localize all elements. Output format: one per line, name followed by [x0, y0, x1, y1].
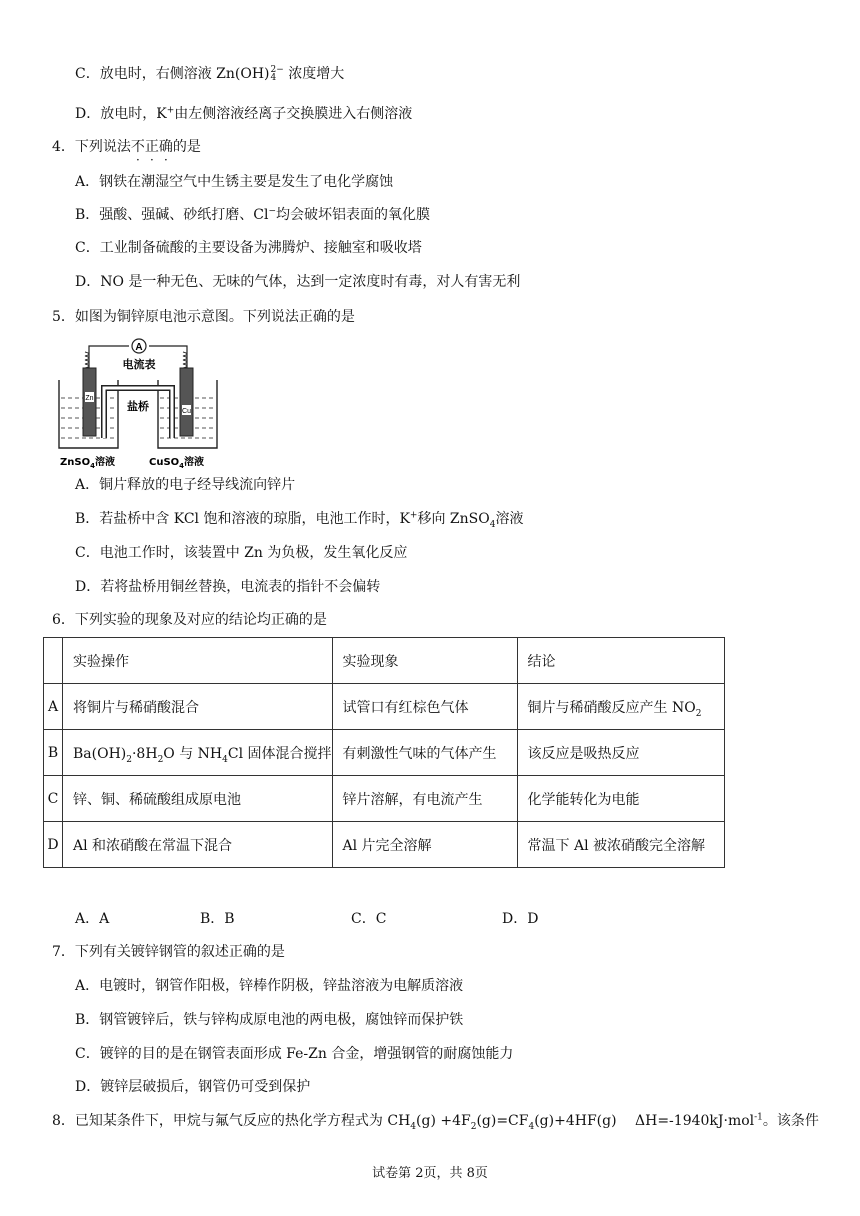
row-operation: 锌、铜、稀硫酸组成原电池	[63, 776, 333, 822]
q6-answer-c: C．C	[351, 911, 387, 927]
q5-option-a: A．铜片释放的电子经导线流向锌片	[75, 477, 296, 493]
zinc-electrode-label: Zn	[85, 395, 94, 402]
q5-option-b: B．若盐桥中含 KCl 饱和溶液的琼脂，电池工作时，K+移向 ZnSO$_4$溶液	[75, 510, 524, 530]
table-row	[44, 730, 725, 776]
row-phenomenon: 试管口有红棕色气体	[332, 684, 517, 730]
table-row	[44, 684, 725, 730]
salt-bridge	[104, 388, 172, 438]
table-corner-cell	[44, 638, 63, 684]
q7-option-b: B．钢管镀锌后，铁与锌构成原电池的两电极，腐蚀锌而保护铁	[75, 1012, 464, 1028]
row-operation: 将铜片与稀硝酸混合	[63, 684, 333, 730]
copper-electrode-label: Cu	[182, 408, 191, 415]
q4-option-c: C．工业制备硫酸的主要设备为沸腾炉、接触室和吸收塔	[75, 240, 422, 256]
galvanic-cell-diagram	[56, 338, 222, 470]
row-conclusion: 常温下 Al 被浓硝酸完全溶解	[517, 822, 724, 868]
row-operation: Al 和浓硝酸在常温下混合	[63, 822, 333, 868]
salt-bridge-label: 盐桥	[127, 400, 149, 413]
header-operation: 实验操作	[63, 638, 333, 684]
table-row	[44, 822, 725, 868]
q5-option-c: C．电池工作时，该装置中 Zn 为负极，发生氧化反应	[75, 545, 408, 561]
q7-option-c: C．镀锌的目的是在钢管表面形成 Fe-Zn 合金，增强钢管的耐腐蚀能力	[75, 1046, 514, 1062]
row-phenomenon: 锌片溶解，有电流产生	[332, 776, 517, 822]
q4-option-b: B．强酸、强碱、砂纸打磨、Cl−均会破坏铝表面的氧化膜	[75, 206, 431, 223]
q7-option-a: A．电镀时，钢管作阳极，锌棒作阴极，锌盐溶液为电解质溶液	[75, 978, 464, 994]
table-header-row	[44, 638, 725, 684]
q6-answer-b: B．B	[200, 911, 235, 927]
row-conclusion: 化学能转化为电能	[517, 776, 724, 822]
row-operation: $Ba(OH)_2\cdot 8H_2O$ 与 $NH_4Cl$ 固体混合搅拌	[63, 730, 333, 776]
row-label: A	[44, 684, 63, 730]
q8-stem: 8．已知某条件下，甲烷与氟气反应的热化学方程式为 $CH_4(g) +4F_2(g)=CF_4(g)+4HF(g)$ ΔH=-1940kJ·mol$^{-1}$。该条件	[52, 1112, 819, 1132]
row-phenomenon: 有刺激性气味的气体产生	[332, 730, 517, 776]
q3-option-c: C．放电时，右侧溶液 Zn(OH) 2− 4 浓度增大	[75, 65, 345, 83]
q5-option-d: D．若将盐桥用铜丝替换，电流表的指针不会偏转	[75, 579, 381, 595]
q5-stem: 5．如图为铜锌原电池示意图。下列说法正确的是	[52, 309, 355, 325]
ammeter-label: 电流表	[122, 358, 156, 371]
q6-answer-d: D．D	[502, 911, 539, 927]
page-footer: 试卷第 2页，共 8页	[372, 1166, 488, 1181]
ammeter-symbol: A	[135, 342, 143, 353]
q6-stem: 6．下列实验的现象及对应的结论均正确的是	[52, 612, 327, 628]
copper-electrode	[180, 368, 193, 436]
q6-answer-a: A．A	[75, 911, 110, 927]
row-conclusion: 铜片与稀硝酸反应产生 $NO_2$	[517, 684, 724, 730]
header-phenomenon: 实验现象	[332, 638, 517, 684]
row-label: C	[44, 776, 63, 822]
q7-stem: 7．下列有关镀锌钢管的叙述正确的是	[52, 944, 285, 960]
q4-stem: 4．下列说法不正确的是	[52, 139, 201, 155]
right-solution-label: CuSO$_4$溶液	[149, 457, 205, 470]
header-conclusion: 结论	[517, 638, 724, 684]
q3-option-d: D．放电时，K+由左侧溶液经离子交换膜进入右侧溶液	[75, 105, 413, 122]
experiment-table	[43, 637, 725, 868]
row-label: D	[44, 822, 63, 868]
row-phenomenon: Al 片完全溶解	[332, 822, 517, 868]
q4-option-a: A．钢铁在潮湿空气中生锈主要是发生了电化学腐蚀	[75, 174, 394, 190]
left-solution-label: ZnSO$_4$溶液	[60, 457, 115, 470]
q4-option-d: D．NO 是一种无色、无味的气体，达到一定浓度时有毒，对人有害无利	[75, 274, 521, 290]
q7-option-d: D．镀锌层破损后，钢管仍可受到保护	[75, 1079, 311, 1095]
row-label: B	[44, 730, 63, 776]
row-conclusion: 该反应是吸热反应	[517, 730, 724, 776]
table-row	[44, 776, 725, 822]
